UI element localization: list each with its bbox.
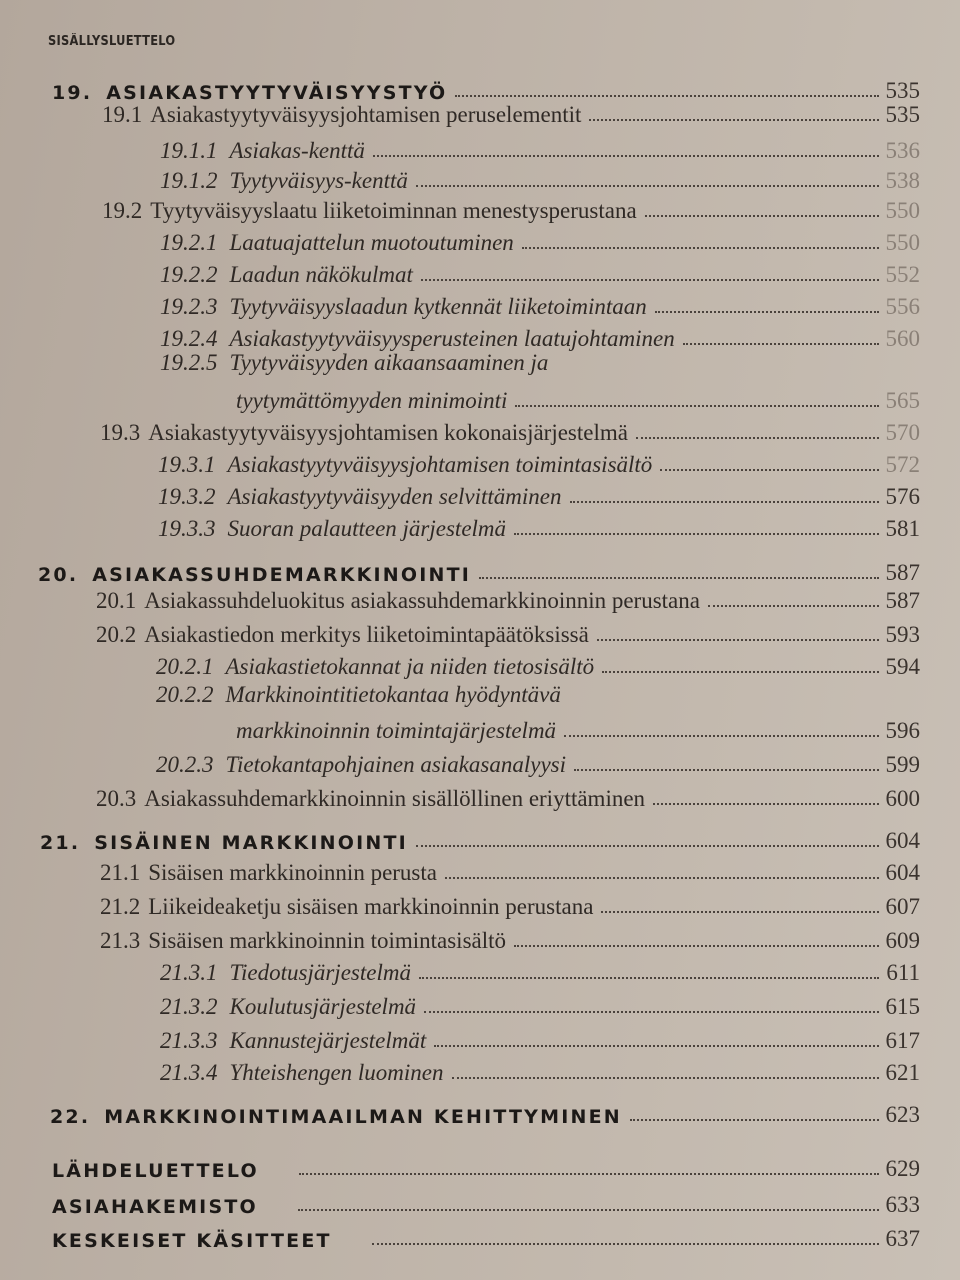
page-number: 536 [885,138,920,163]
page-number: 538 [885,168,920,193]
toc-entry-19-3-1[interactable] [158,444,920,478]
running-header: SISÄLLYSLUETTELO [48,34,176,49]
subsection-title: Laadun näkökulmat [229,262,413,287]
toc-entry-21-3-4[interactable] [160,1052,920,1086]
subsection-number: 20.2.1 [156,654,214,679]
section-number: 19.3 [100,420,141,445]
toc-entry-19-2-5-first-line[interactable] [160,350,548,376]
dot-leader [515,404,879,407]
toc-entry-21-3-2[interactable] [160,986,920,1020]
subsection-title: Laatuajattelun muotoutuminen [229,230,514,255]
toc-entry-19-2-2[interactable] [160,254,920,288]
dot-leader [298,1208,879,1211]
toc-entry-chapter-22[interactable] [50,1094,920,1128]
page-number: 596 [885,718,920,743]
dot-leader [421,278,879,281]
section-title: Asiakassuhdemarkkinoinnin sisällöllinen eriyttäminen [144,786,646,811]
page-number: 572 [885,452,920,477]
page-number: 581 [885,516,920,541]
section-title: Asiakastyytyväisyysjohtamisen kokonaisjärjestelmä [148,420,628,445]
section-number: 21.3 [100,928,141,953]
subsection-title: Suoran palautteen järjestelmä [227,516,507,541]
dot-leader [653,802,879,805]
subsection-number: 19.1.2 [160,168,218,193]
section-number: 20.3 [96,786,137,811]
subsection-title-line2: tyytymättömyyden minimointi [236,388,508,413]
toc-entry-19-2[interactable] [102,190,920,224]
chapter-number: 20. [38,564,79,586]
toc-entry-19-1-2[interactable] [160,160,920,194]
page-number: 550 [885,230,920,255]
section-number: 19.1 [102,102,143,127]
section-number: 20.1 [96,588,137,613]
subsection-number: 19.2.3 [160,294,218,319]
chapter-title: SISÄINEN MARKKINOINTI [94,832,408,854]
toc-entry-20-3[interactable] [96,778,920,812]
back-matter-title: KESKEISET KÄSITTEET [52,1230,332,1252]
subsection-title: Tietokantapohjainen asiakasanalyysi [225,752,566,777]
page-number: 623 [885,1102,920,1127]
section-title: Tyytyväisyyslaatu liiketoiminnan menestysperustana [150,198,637,223]
page-number: 587 [885,560,920,585]
page-number: 600 [885,786,920,811]
dot-leader [434,1044,879,1047]
subsection-number: 21.3.4 [160,1060,218,1085]
subsection-title: Kannustejärjestelmät [229,1028,427,1053]
subsection-number: 19.2.1 [160,230,218,255]
dot-leader [574,768,879,771]
subsection-title: Tyytyväisyys-kenttä [229,168,408,193]
toc-entry-19-3-2[interactable] [158,476,920,510]
subsection-number: 20.2.3 [156,752,214,777]
dot-leader [645,214,879,217]
dot-leader [589,118,879,121]
section-title: Sisäisen markkinoinnin perusta [148,860,437,885]
page-number: 599 [885,752,920,777]
section-title: Asiakassuhdeluokitus asiakassuhdemarkkinoinnin perustana [144,588,700,613]
toc-entry-19-2-1[interactable] [160,222,920,256]
dot-leader [419,976,879,979]
page-number: 565 [885,388,920,413]
back-matter-title: LÄHDELUETTELO [52,1160,259,1182]
section-number: 21.1 [100,860,141,885]
page-number: 604 [885,828,920,853]
page-number: 556 [885,294,920,319]
dot-leader [445,876,879,879]
dot-leader [514,532,879,535]
section-title: Asiakastyytyväisyysjohtamisen peruselementit [150,102,582,127]
chapter-number: 19. [52,82,93,104]
dot-leader [372,1242,879,1245]
toc-entry-20-1[interactable] [96,580,920,614]
page-number: 594 [885,654,920,679]
dot-leader [514,944,879,947]
toc-entry-21-1[interactable] [100,852,920,886]
page-number: 576 [885,484,920,509]
dot-leader [601,910,879,913]
dot-leader [522,246,879,249]
toc-entry-20-2[interactable] [96,614,920,648]
subsection-title: Asiakastyytyväisyysperusteinen laatujohtaminen [229,326,675,351]
section-number: 20.2 [96,622,137,647]
toc-entry-asiahakemisto[interactable] [52,1184,920,1218]
toc-entry-keskeiset-kasitteet[interactable] [52,1218,920,1252]
page-number: 535 [885,102,920,127]
page-number: 607 [885,894,920,919]
page-number: 604 [885,860,920,885]
toc-entry-19-3-3[interactable] [158,508,920,542]
toc-entry-19-1[interactable] [102,94,920,128]
dot-leader [602,670,879,673]
toc-entry-21-3[interactable] [100,920,920,954]
toc-entry-21-3-1[interactable] [160,952,920,986]
page-number: 611 [886,960,920,985]
page-number: 552 [885,262,920,287]
toc-entry-20-2-1[interactable] [156,646,920,680]
subsection-title: Asiakastyytyväisyyden selvittäminen [227,484,562,509]
toc-entry-19-2-5[interactable] [236,380,920,414]
section-number: 21.2 [100,894,141,919]
page-number: 560 [885,326,920,351]
dot-leader [564,734,879,737]
dot-leader [373,154,879,157]
dot-leader [660,468,879,471]
back-matter-title: ASIAHAKEMISTO [52,1196,258,1218]
subsection-title-line1: Tyytyväisyyden aikaansaaminen ja [229,350,549,375]
section-number: 19.2 [102,198,143,223]
page-number: 621 [885,1060,920,1085]
dot-leader [416,844,879,847]
chapter-title: ASIAKASSUHDEMARKKINOINTI [92,564,472,586]
subsection-number: 19.3.1 [158,452,216,477]
subsection-title: Asiakastietokannat ja niiden tietosisältö [225,654,595,679]
page-number: 570 [885,420,920,445]
subsection-title: Tyytyväisyyslaadun kytkennät liiketoimintaan [229,294,647,319]
toc-entry-21-2[interactable] [100,886,920,920]
subsection-number: 19.3.3 [158,516,216,541]
page-number: 550 [885,198,920,223]
subsection-title: Yhteishengen luominen [229,1060,444,1085]
toc-entry-20-2-2[interactable] [236,710,920,744]
dot-leader [416,184,879,187]
dot-leader [708,604,879,607]
dot-leader [299,1172,879,1175]
page-number: 637 [885,1226,920,1251]
toc-entry-19-3[interactable] [100,412,920,446]
subsection-title: Asiakastyytyväisyysjohtamisen toimintasisältö [227,452,653,477]
toc-entry-19-1-1[interactable] [160,130,920,164]
toc-entry-19-2-3[interactable] [160,286,920,320]
subsection-number: 21.3.3 [160,1028,218,1053]
dot-leader [636,436,879,439]
toc-entry-lahdeluettelo[interactable] [52,1148,920,1182]
toc-entry-chapter-21[interactable] [40,820,920,854]
chapter-number: 22. [50,1106,91,1128]
toc-entry-20-2-3[interactable] [156,744,920,778]
dot-leader [452,1076,880,1079]
chapter-title: MARKKINOINTIMAAILMAN KEHITTYMINEN [104,1106,622,1128]
subsection-title: Koulutusjärjestelmä [229,994,417,1019]
subsection-number: 19.2.4 [160,326,218,351]
subsection-number: 19.2.2 [160,262,218,287]
page-number: 609 [885,928,920,953]
section-title: Asiakastiedon merkitys liiketoimintapäätöksissä [144,622,589,647]
subsection-number: 19.1.1 [160,138,218,163]
subsection-number: 21.3.2 [160,994,218,1019]
toc-entry-21-3-3[interactable] [160,1020,920,1054]
dot-leader [683,342,879,345]
toc-entry-19-2-4[interactable] [160,318,920,352]
subsection-title-line1: Markkinointitietokantaa hyödyntävä [225,682,561,707]
subsection-number: 19.2.5 [160,350,218,375]
section-title: Liikeideaketju sisäisen markkinoinnin perustana [148,894,594,919]
chapter-number: 21. [40,832,81,854]
dot-leader [479,576,879,579]
page-number: 593 [885,622,920,647]
dot-leader [630,1118,879,1121]
subsection-title-line2: markkinoinnin toimintajärjestelmä [236,718,557,743]
dot-leader [570,500,879,503]
chapter-title: ASIAKASTYYTYVÄISYYSTYÖ [106,82,448,104]
subsection-number: 21.3.1 [160,960,218,985]
subsection-title: Asiakas-kenttä [229,138,365,163]
section-title: Sisäisen markkinoinnin toimintasisältö [148,928,507,953]
dot-leader [655,310,879,313]
page-number: 535 [885,78,920,103]
page-number: 617 [885,1028,920,1053]
toc-entry-20-2-2-first-line[interactable] [156,682,561,708]
dot-leader [424,1010,879,1013]
page-number: 633 [885,1192,920,1217]
dot-leader [597,638,879,641]
page-number: 629 [885,1156,920,1181]
page-number: 615 [885,994,920,1019]
page-number: 587 [885,588,920,613]
subsection-number: 19.3.2 [158,484,216,509]
subsection-number: 20.2.2 [156,682,214,707]
subsection-title: Tiedotusjärjestelmä [229,960,411,985]
